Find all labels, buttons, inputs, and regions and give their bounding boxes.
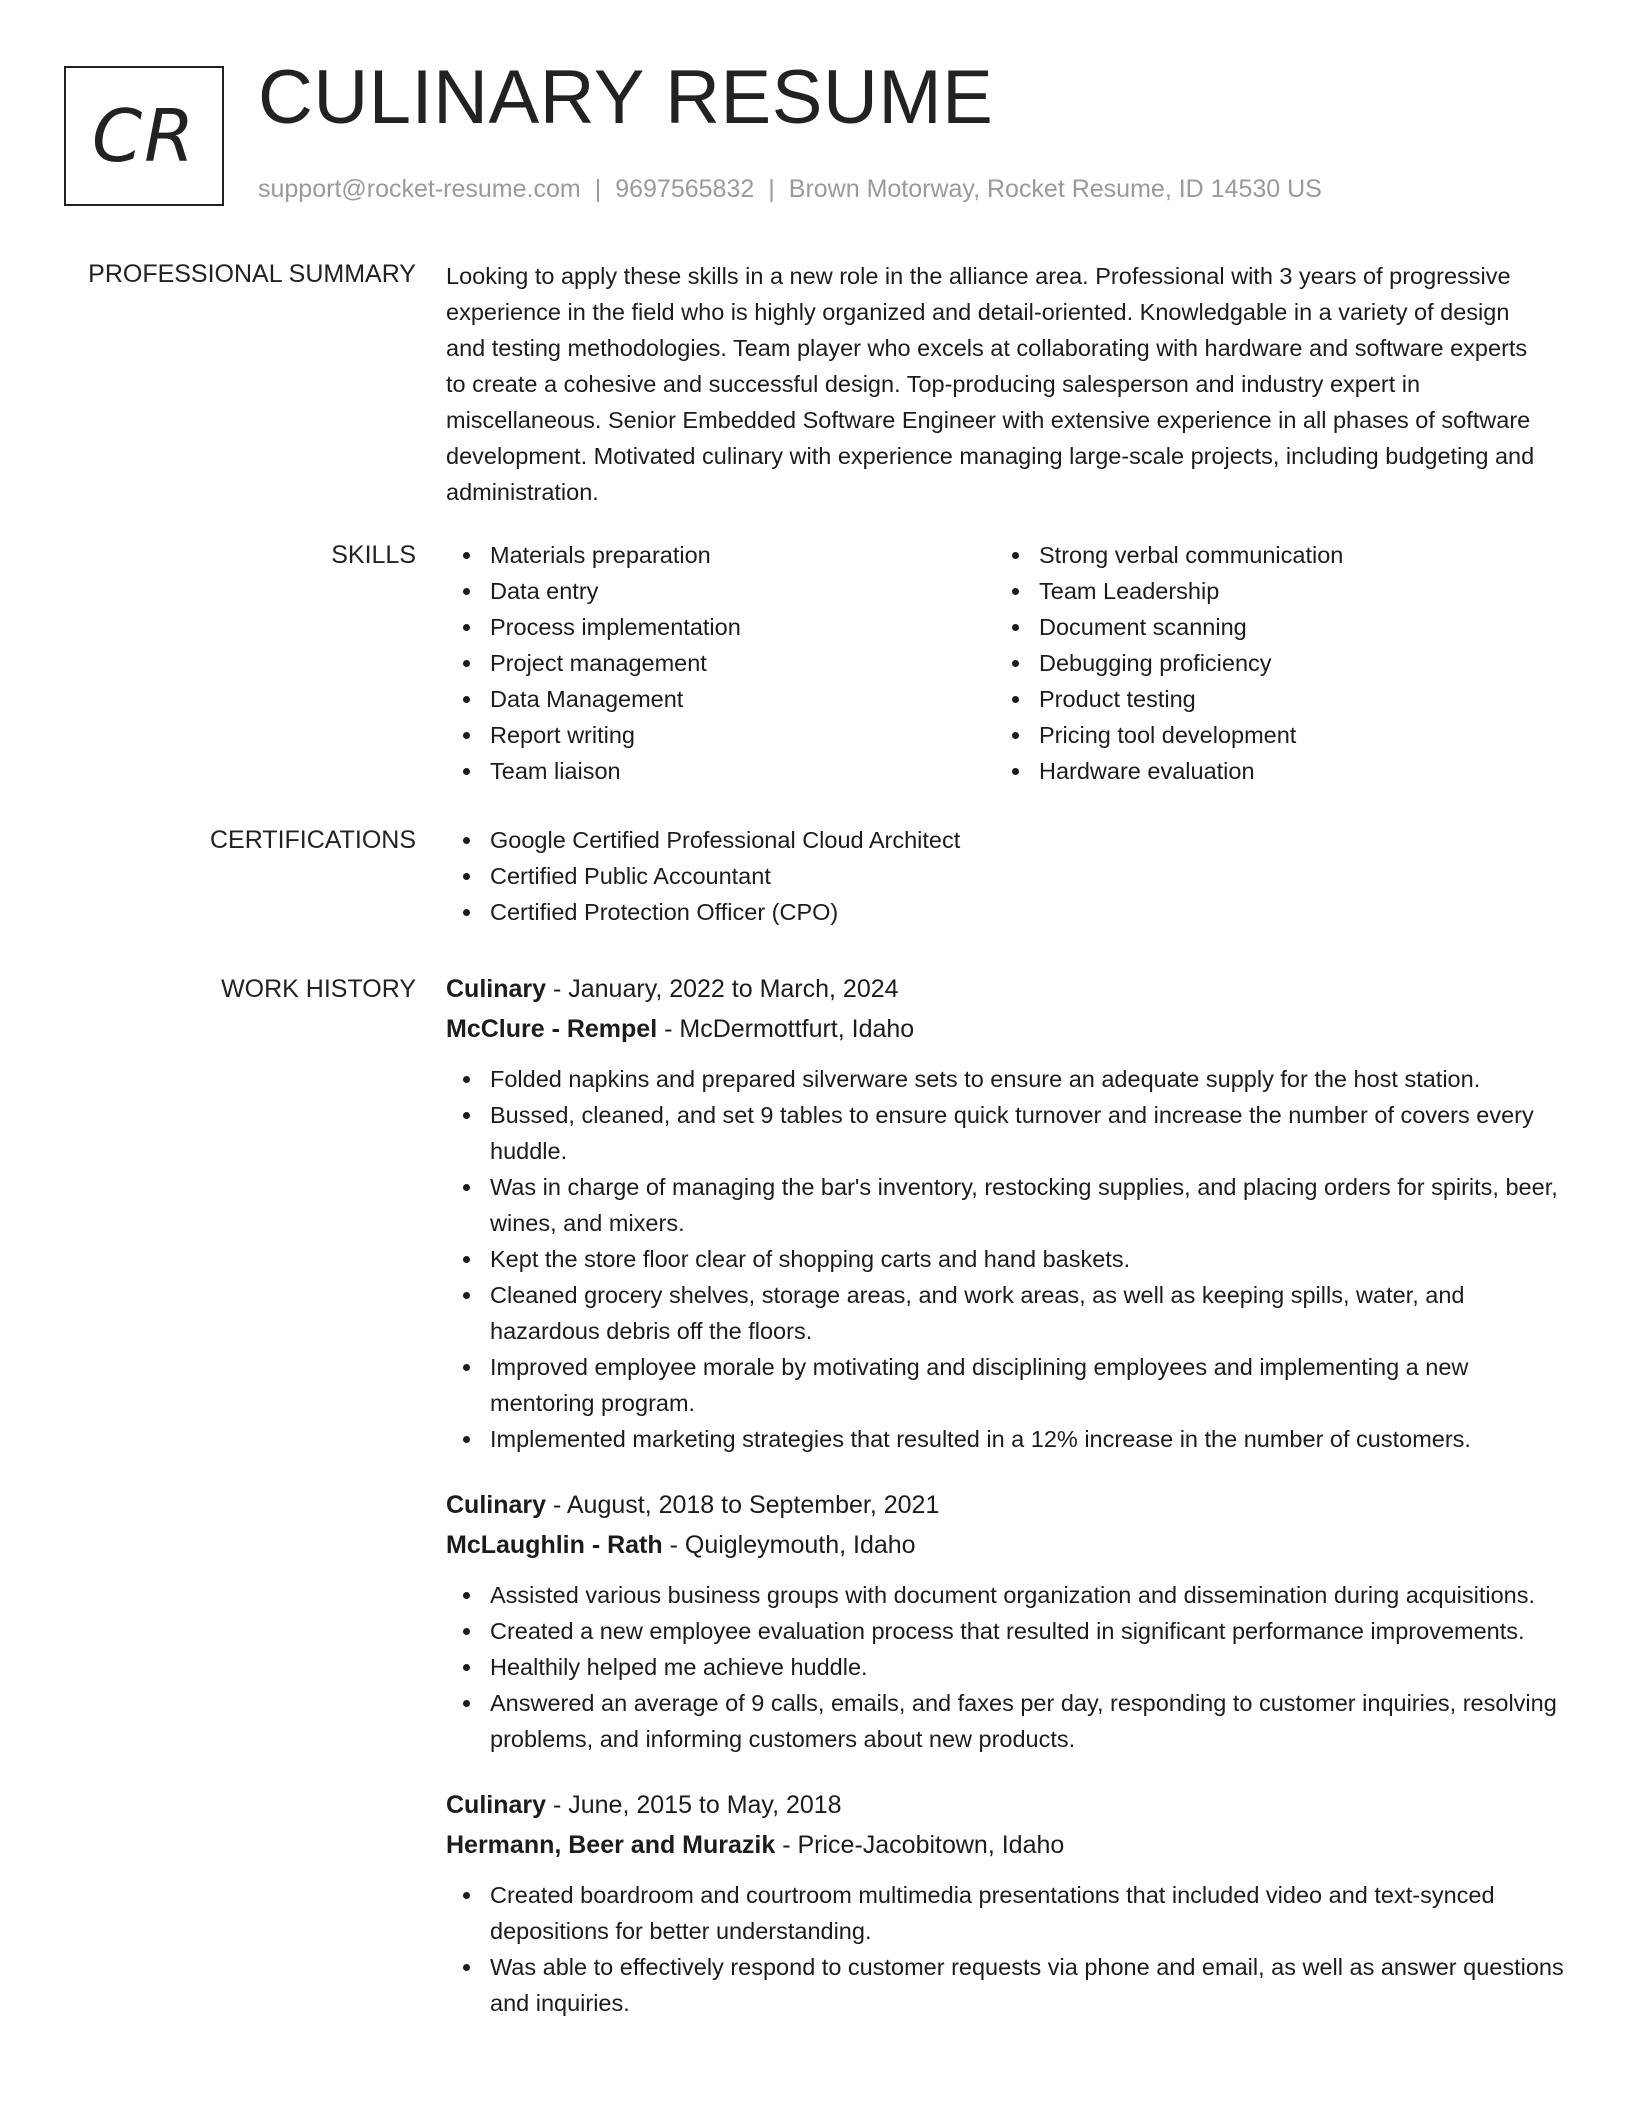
job-bullet: Improved employee morale by motivating and disciplining employees and implementing a new mentoring program. bbox=[446, 1349, 1566, 1421]
contact-line bbox=[258, 175, 1322, 204]
job-bullets bbox=[446, 1061, 1566, 1457]
skills-list-right bbox=[995, 537, 1544, 789]
job-location: - McDermottfurt, Idaho bbox=[657, 1015, 915, 1043]
job-entry bbox=[446, 1785, 1566, 2021]
certification-item: Google Certified Professional Cloud Architect bbox=[446, 822, 1566, 858]
monogram-box bbox=[64, 66, 224, 206]
job-bullet: Cleaned grocery shelves, storage areas, and work areas, as well as keeping spills, water, and hazardous debris off the floors. bbox=[446, 1277, 1566, 1349]
job-company-line bbox=[446, 1825, 1566, 1865]
job-dates: - August, 2018 to September, 2021 bbox=[546, 1491, 940, 1519]
skill-item: Product testing bbox=[995, 681, 1544, 717]
job-bullet: Created a new employee evaluation process that resulted in significant performance improvements. bbox=[446, 1613, 1566, 1649]
job-title-line bbox=[446, 969, 1566, 1009]
skill-item: Team Leadership bbox=[995, 573, 1544, 609]
skill-item: Project management bbox=[446, 645, 995, 681]
contact-phone: 9697565832 bbox=[615, 175, 755, 203]
contact-email: support@rocket-resume.com bbox=[258, 175, 581, 203]
job-bullet: Created boardroom and courtroom multimedia presentations that included video and text-synced depositions for better understanding. bbox=[446, 1877, 1566, 1949]
skill-item: Materials preparation bbox=[446, 537, 995, 573]
job-title-line bbox=[446, 1485, 1566, 1525]
skill-item: Pricing tool development bbox=[995, 717, 1544, 753]
summary-text: Looking to apply these skills in a new role in the alliance area. Professional with 3 years of progressive experience in the field who is highly organized and detail-oriented. Knowledgable in a variety of design and testing methodologies. Team player who excels at collaborating with hardware and software experts to create a cohesive and successful design. Top-producing salesperson and industry expert in miscellaneous. Senior Embedded Software Engineer with extensive experience in all phases of software development. Motivated culinary with experience managing large-scale projects, including budgeting and administration. bbox=[446, 263, 1535, 505]
job-dates: - January, 2022 to March, 2024 bbox=[546, 975, 899, 1003]
job-company: McLaughlin - Rath bbox=[446, 1531, 663, 1559]
job-bullets bbox=[446, 1577, 1566, 1757]
job-company-line bbox=[446, 1525, 1566, 1565]
job-title: Culinary bbox=[446, 975, 547, 1003]
monogram-initials: CR bbox=[91, 94, 197, 178]
job-company-line bbox=[446, 1009, 1566, 1049]
work-history-section bbox=[446, 969, 1566, 2049]
job-dates: - June, 2015 to May, 2018 bbox=[546, 1791, 842, 1819]
job-title-line bbox=[446, 1785, 1566, 1825]
summary-section bbox=[446, 258, 1551, 510]
work-history-heading: WORK HISTORY bbox=[221, 975, 416, 1003]
job-bullet: Was in charge of managing the bar's inventory, restocking supplies, and placing orders for spirits, beer, wines, and mixers. bbox=[446, 1169, 1566, 1241]
skill-item: Process implementation bbox=[446, 609, 995, 645]
job-entry bbox=[446, 1485, 1566, 1757]
job-company: Hermann, Beer and Murazik bbox=[446, 1831, 776, 1859]
job-title: Culinary bbox=[446, 1491, 547, 1519]
skill-item: Report writing bbox=[446, 717, 995, 753]
job-bullet: Implemented marketing strategies that resulted in a 12% increase in the number of customers. bbox=[446, 1421, 1566, 1457]
skills-list-left bbox=[446, 537, 995, 789]
skills-section bbox=[446, 537, 1566, 789]
skill-item: Hardware evaluation bbox=[995, 753, 1544, 789]
certification-item: Certified Protection Officer (CPO) bbox=[446, 894, 1566, 930]
skill-item: Data Management bbox=[446, 681, 995, 717]
contact-address: Brown Motorway, Rocket Resume, ID 14530 US bbox=[788, 175, 1322, 203]
job-entry bbox=[446, 969, 1566, 1457]
skills-heading: SKILLS bbox=[331, 541, 416, 569]
job-bullet: Assisted various business groups with document organization and dissemination during acquisitions. bbox=[446, 1577, 1566, 1613]
job-bullet: Was able to effectively respond to customer requests via phone and email, as well as answer questions and inquiries. bbox=[446, 1949, 1566, 2021]
job-bullet: Bussed, cleaned, and set 9 tables to ensure quick turnover and increase the number of covers every huddle. bbox=[446, 1097, 1566, 1169]
skill-item: Team liaison bbox=[446, 753, 995, 789]
summary-heading: PROFESSIONAL SUMMARY bbox=[88, 260, 416, 288]
certifications-heading: CERTIFICATIONS bbox=[209, 826, 416, 854]
contact-separator: | bbox=[594, 175, 602, 203]
certifications-list bbox=[446, 822, 1566, 930]
skill-item: Strong verbal communication bbox=[995, 537, 1544, 573]
job-bullet: Folded napkins and prepared silverware sets to ensure an adequate supply for the host station. bbox=[446, 1061, 1566, 1097]
job-company: McClure - Rempel bbox=[446, 1015, 658, 1043]
job-bullet: Answered an average of 9 calls, emails, and faxes per day, responding to customer inquiries, resolving problems, and informing customers about new products. bbox=[446, 1685, 1566, 1757]
job-bullet: Kept the store floor clear of shopping carts and hand baskets. bbox=[446, 1241, 1566, 1277]
job-location: - Quigleymouth, Idaho bbox=[662, 1531, 916, 1559]
job-bullet: Healthily helped me achieve huddle. bbox=[446, 1649, 1566, 1685]
resume-title: CULINARY RESUME bbox=[258, 55, 994, 140]
skill-item: Debugging proficiency bbox=[995, 645, 1544, 681]
skill-item: Document scanning bbox=[995, 609, 1544, 645]
job-bullets bbox=[446, 1877, 1566, 2021]
job-location: - Price-Jacobitown, Idaho bbox=[775, 1831, 1065, 1859]
certifications-section bbox=[446, 822, 1566, 930]
skill-item: Data entry bbox=[446, 573, 995, 609]
contact-separator: | bbox=[768, 175, 775, 203]
certification-item: Certified Public Accountant bbox=[446, 858, 1566, 894]
job-title: Culinary bbox=[446, 1791, 547, 1819]
